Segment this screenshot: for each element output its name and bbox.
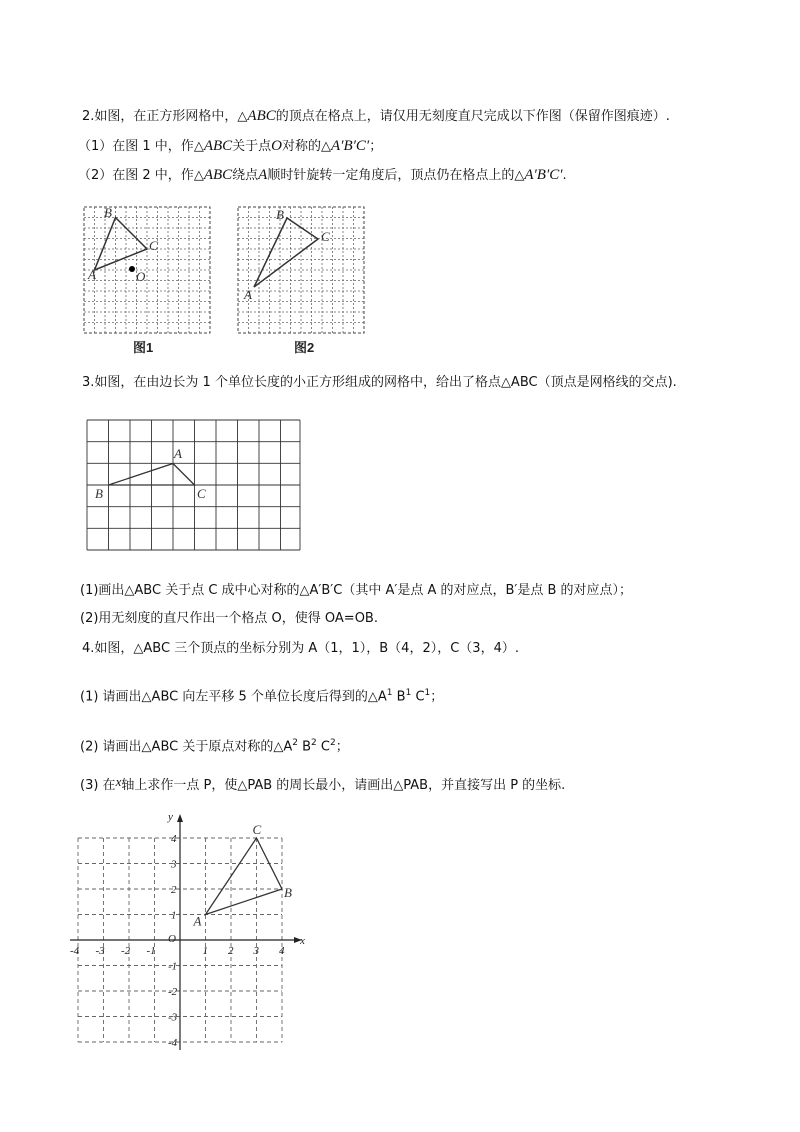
x-tick-label: 2 bbox=[228, 945, 234, 957]
q2-triangle-symbol: △ bbox=[193, 168, 204, 183]
q2-intro-text-a: 2.如图，在正方形网格中， bbox=[82, 109, 238, 124]
label-b: B bbox=[95, 486, 103, 501]
y-tick-label: -1 bbox=[168, 960, 178, 973]
label-a: A bbox=[193, 913, 202, 929]
q3-figure bbox=[86, 419, 306, 555]
q4-semicolon: ； bbox=[430, 689, 444, 705]
q4-p2-text: (2) 请画出△ABC 关于原点对称的△A bbox=[80, 739, 293, 755]
q4-p2-c: C bbox=[320, 739, 330, 755]
q2-prime-triangle: A′B′C′ bbox=[331, 138, 370, 154]
q4-coordinate-figure bbox=[70, 800, 330, 1050]
y-tick-label: 4 bbox=[171, 833, 177, 845]
x-tick-label: 3 bbox=[253, 945, 259, 957]
q2-p1-text-a: （1）在图 1 中，作 bbox=[78, 139, 194, 154]
y-axis-label: y bbox=[168, 811, 173, 823]
q4-x-axis-word: x bbox=[115, 774, 122, 789]
q2-figure-2 bbox=[234, 205, 374, 365]
figure-2-caption: 图2 bbox=[294, 340, 315, 355]
figure-1-caption: 图1 bbox=[133, 340, 154, 355]
superscript-2: 2 bbox=[292, 738, 298, 748]
x-tick-label: -3 bbox=[95, 945, 105, 957]
x-tick-label: 4 bbox=[279, 945, 285, 957]
y-tick-label: 2 bbox=[171, 884, 177, 896]
q2-triangle-symbol: △ bbox=[321, 139, 332, 154]
label-c: C bbox=[252, 822, 262, 837]
label-b: B bbox=[104, 205, 112, 220]
grid bbox=[238, 207, 364, 333]
q2-p2-text-b: 绕点 bbox=[232, 168, 259, 183]
origin-label: O bbox=[168, 933, 176, 945]
y-tick-label: 1 bbox=[171, 909, 177, 922]
q2-semicolon: ； bbox=[369, 139, 383, 154]
q2-intro bbox=[82, 107, 670, 126]
q2-intro-text-b: 的顶点在格点上，请仅用无刻度直尺完成以下作图（保留作图痕迹）. bbox=[275, 109, 670, 124]
x-axis-label: x bbox=[300, 935, 305, 947]
label-c: C bbox=[197, 486, 206, 501]
q2-p1-text-c: 对称的 bbox=[282, 139, 322, 154]
q4-part3 bbox=[80, 773, 565, 795]
q4-p3-text-b: 轴上求作一点 P，使△PAB 的周长最小，请画出△PAB，并直接写出 P 的坐标. bbox=[121, 778, 566, 793]
q4-p1-b: B bbox=[396, 689, 406, 705]
q2-triangle-symbol: △ bbox=[514, 168, 525, 183]
q2-prime-triangle: A′B′C′ bbox=[524, 167, 563, 183]
x-tick-label: -4 bbox=[70, 945, 80, 957]
q4-part2 bbox=[80, 734, 349, 756]
q2-abc: ABC bbox=[203, 138, 233, 154]
label-b: B bbox=[284, 885, 292, 900]
label-c: C bbox=[149, 238, 158, 253]
label-a: A bbox=[88, 267, 96, 282]
q2-point-o: O bbox=[271, 138, 283, 154]
q2-p2-text-c: 顺时针旋转一定角度后，顶点仍在格点上的 bbox=[267, 168, 515, 183]
q3-part2: (2)用无刻度的直尺作出一个格点 O，使得 OA=OB. bbox=[80, 611, 378, 626]
label-b: B bbox=[276, 207, 284, 222]
q3-part1: (1)画出△ABC 关于点 C 成中心对称的△A′B′C（其中 A′是点 A 的对应点，B′是点 B 的对应点）； bbox=[80, 583, 633, 598]
label-o: O bbox=[136, 269, 146, 284]
q2-p2-text-a: （2）在图 2 中，作 bbox=[78, 168, 194, 183]
q2-period: . bbox=[562, 168, 567, 183]
q4-semicolon: ； bbox=[335, 739, 349, 755]
superscript-1: 1 bbox=[386, 688, 393, 698]
triangle-abc bbox=[206, 838, 283, 915]
q2-abc: ABC bbox=[247, 108, 276, 124]
y-tick-label: -2 bbox=[168, 986, 178, 998]
q4-p2-b: B bbox=[302, 739, 312, 755]
superscript-1: 1 bbox=[424, 688, 431, 698]
y-arrow-icon bbox=[177, 814, 183, 822]
label-a: A bbox=[174, 446, 182, 461]
x-tick-label: -1 bbox=[146, 945, 156, 957]
superscript-1: 1 bbox=[405, 688, 412, 698]
x-tick-label: 1 bbox=[202, 945, 208, 957]
q2-p1-text-b: 关于点 bbox=[232, 139, 272, 154]
x-tick-label: -2 bbox=[121, 945, 131, 957]
q4-intro: 4.如图，△ABC 三个顶点的坐标分别为 A（1，1），B（4，2），C（3，4）. bbox=[82, 641, 519, 656]
y-tick-label: -4 bbox=[168, 1037, 178, 1049]
superscript-2: 2 bbox=[329, 738, 336, 748]
point-o-dot bbox=[129, 266, 135, 272]
q3-intro: 3.如图，在由边长为 1 个单位长度的小正方形组成的网格中，给出了格点△ABC（顶点是网格线的交点). bbox=[82, 375, 677, 390]
q2-part2 bbox=[78, 166, 567, 185]
y-tick-label: -3 bbox=[168, 1011, 178, 1024]
q4-p1-text: (1) 请画出△ABC 向左平移 5 个单位长度后得到的△A bbox=[80, 689, 387, 705]
q2-figure-1 bbox=[80, 205, 220, 365]
q2-point-a: A bbox=[258, 167, 268, 183]
q2-triangle-symbol: △ bbox=[193, 139, 204, 154]
label-a: A bbox=[244, 287, 252, 302]
q4-part1 bbox=[80, 684, 443, 706]
superscript-2: 2 bbox=[311, 738, 317, 748]
q2-part1 bbox=[78, 137, 382, 156]
q2-triangle-symbol: △ bbox=[237, 109, 248, 124]
grid bbox=[84, 207, 210, 333]
y-tick-label: 3 bbox=[171, 858, 177, 871]
axes bbox=[70, 814, 302, 1050]
q2-abc: ABC bbox=[203, 167, 233, 183]
triangle-abc bbox=[95, 218, 148, 271]
label-c: C bbox=[321, 229, 330, 244]
q4-p1-c: C bbox=[415, 689, 425, 705]
q4-p3-text-a: (3) 在 bbox=[80, 778, 116, 793]
